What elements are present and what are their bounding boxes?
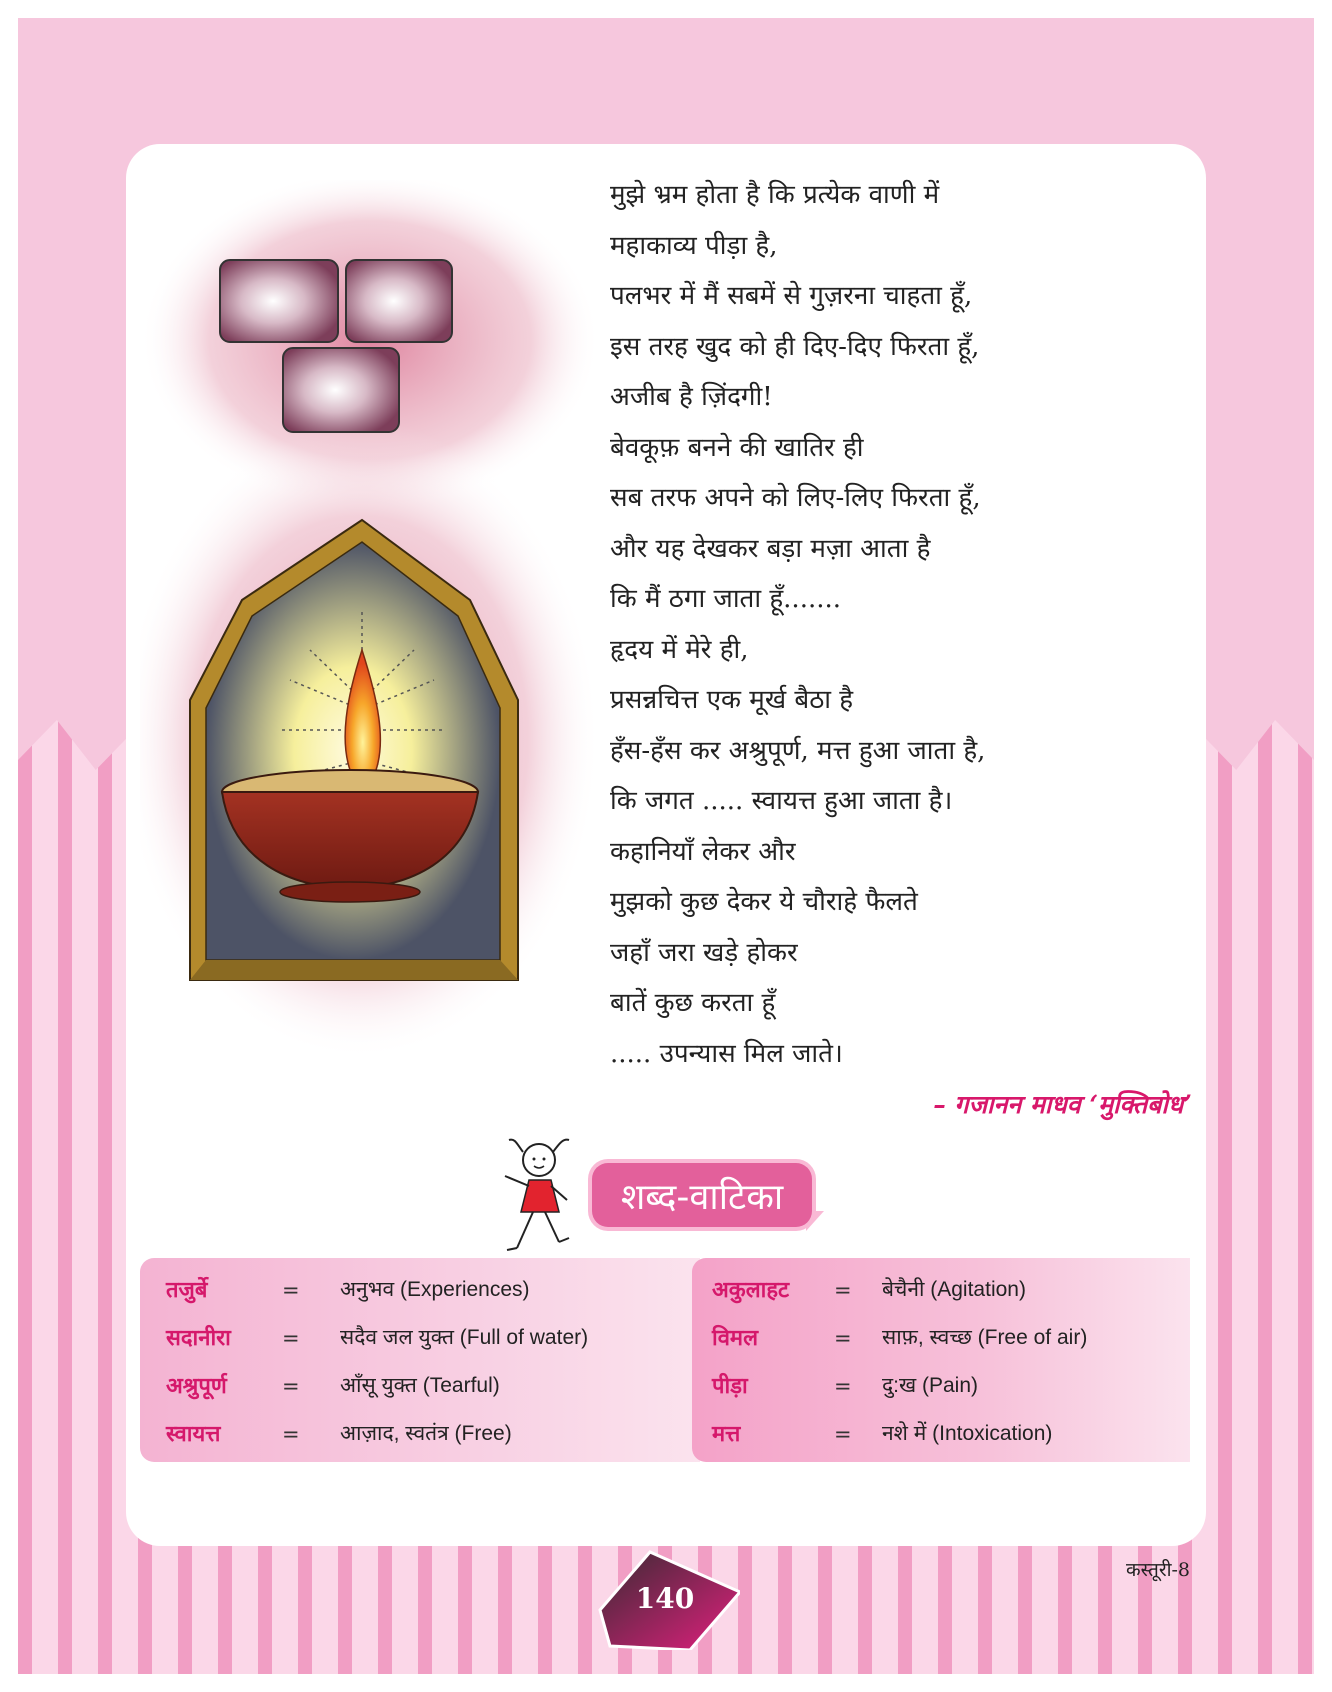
poem-line: प्रसन्नचित्त एक मूर्ख बैठा है [610, 685, 854, 715]
vocab-row [692, 1362, 1190, 1410]
poem-line: जहाँ जरा खड़े होकर [610, 937, 798, 968]
vocab-meaning: दु:ख (Pain) [882, 1374, 979, 1397]
poem-line: और यह देखकर बड़ा मज़ा आता है [610, 533, 931, 564]
vocab-equals: = [834, 1374, 852, 1398]
vocab-meaning: आज़ाद, स्वतंत्र (Free) [340, 1422, 512, 1445]
poem-line: हृदय में मेरे ही, [610, 634, 749, 665]
vocab-meaning: आँसू युक्त (Tearful) [340, 1374, 500, 1397]
poem-line: अजीब है ज़िंदगी! [610, 382, 773, 412]
vocab-word: तजुर्बे [166, 1277, 208, 1303]
poem-line: बेवकूफ़ बनने की खातिर ही [610, 432, 864, 463]
vocab-meaning: नशे में (Intoxication) [882, 1422, 1053, 1445]
vocab-word: विमल [712, 1325, 759, 1351]
poem-line: महाकाव्य पीड़ा है, [610, 230, 778, 261]
vocab-table [140, 1258, 1190, 1462]
vocab-row [140, 1266, 700, 1314]
poem-line: कि मैं ठगा जाता हूँ....... [610, 584, 842, 614]
vocab-word: सदानीरा [166, 1325, 231, 1351]
poem-line: बातें कुछ करता हूँ [610, 988, 776, 1018]
section-title: शब्द-वाटिका [592, 1163, 812, 1227]
poem-line: मुझको कुछ देकर ये चौराहे फैलते [610, 887, 918, 917]
vocab-meaning: अनुभव (Experiences) [340, 1278, 530, 1301]
girl-mascot-illustration [487, 1130, 587, 1260]
vocab-equals: = [282, 1326, 300, 1350]
poem [610, 170, 1110, 1079]
vocab-equals: = [282, 1422, 300, 1446]
page-number-badge [590, 1548, 740, 1650]
vocab-row [692, 1410, 1190, 1458]
vocab-equals: = [834, 1422, 852, 1446]
vocab-meaning: बेचैनी (Agitation) [882, 1278, 1026, 1301]
vocab-row [140, 1362, 700, 1410]
vocab-row [140, 1410, 700, 1458]
book-name: कस्तूरी-8 [1126, 1559, 1191, 1581]
vocab-word: पीड़ा [712, 1373, 748, 1399]
poem-author: – गजानन माधव ‘मुक्तिबोध’ [933, 1090, 1192, 1119]
diya-lamp-illustration [140, 180, 600, 1060]
vocab-equals: = [282, 1278, 300, 1302]
poem-line: पलभर में मैं सबमें से गुज़रना चाहता हूँ, [610, 281, 973, 311]
poem-line: कहानियाँ लेकर और [610, 836, 796, 867]
vocab-equals: = [282, 1374, 300, 1398]
vocab-row [692, 1314, 1190, 1362]
poem-line: हँस-हँस कर अश्रुपूर्ण, मत्त हुआ जाता है, [610, 735, 986, 766]
vocab-left-panel [140, 1258, 700, 1462]
vocab-row [692, 1266, 1190, 1314]
vocab-word: स्वायत्त [166, 1421, 221, 1447]
poem-line: इस तरह खुद को ही दिए-दिए फिरता हूँ, [610, 331, 980, 362]
vocab-row [140, 1314, 700, 1362]
vocab-equals: = [834, 1326, 852, 1350]
poem-line: मुझे भ्रम होता है कि प्रत्येक वाणी में [610, 180, 940, 210]
page-number: 140 [635, 1582, 695, 1615]
vocab-word: अकुलाहट [712, 1277, 790, 1303]
vocab-word: मत्त [712, 1421, 741, 1447]
section-badge [584, 1157, 834, 1235]
poem-line: कि जगत ..... स्वायत्त हुआ जाता है। [610, 786, 953, 816]
vocab-right-panel [692, 1258, 1190, 1462]
vocab-meaning: साफ़, स्वच्छ (Free of air) [882, 1326, 1088, 1349]
vocab-meaning: सदैव जल युक्त (Full of water) [340, 1326, 589, 1349]
poem-line: सब तरफ अपने को लिए-लिए फिरता हूँ, [610, 483, 981, 513]
poem-line: ..... उपन्यास मिल जाते। [610, 1038, 843, 1069]
vocab-word: अश्रुपूर्ण [166, 1373, 227, 1399]
vocab-equals: = [834, 1278, 852, 1302]
